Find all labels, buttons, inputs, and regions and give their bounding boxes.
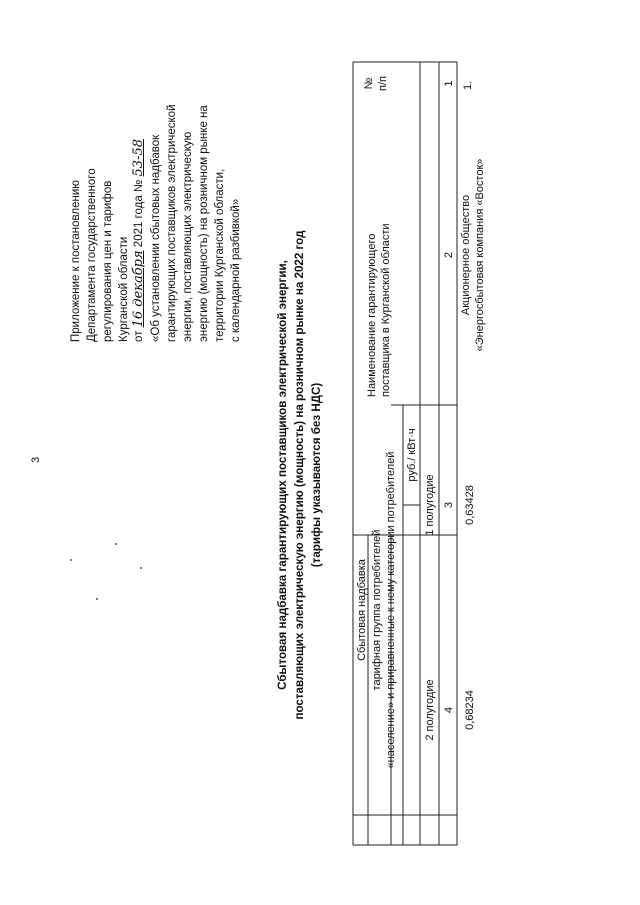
appendix-line: с календарной разбивкой»: [230, 198, 242, 342]
appendix-line: Департамента государственного: [86, 168, 98, 342]
appendix-line: территории Курганской области,: [214, 168, 226, 342]
header-unit: руб./ кВт·ч: [406, 428, 418, 482]
header-second-half: 2 полугодие: [424, 679, 436, 741]
appendix-line: энергии, поставляющих электрическую: [182, 131, 194, 342]
value-first-half: 0,63428: [464, 485, 476, 525]
header-number-col: № п/п: [363, 76, 389, 91]
appendix-line: регулирования цен и тарифов: [102, 180, 114, 342]
column-index: 4: [443, 706, 455, 714]
column-index: 1: [443, 80, 455, 87]
header-first-half: 1 полугодие: [424, 474, 436, 536]
appendix-line: энергию (мощность) на розничном рынке на: [198, 105, 210, 342]
page-number: 3: [30, 456, 42, 463]
appendix-line: Курганской области: [118, 236, 130, 342]
header-markup: Сбытовая надбавка: [356, 559, 368, 661]
title-line: Сбытовая надбавка гарантирующих поставщиков электрической энергии,: [276, 260, 289, 690]
supplier-name: Акционерное общество «Энергосбытовая компания «Восток»: [460, 158, 486, 352]
handwritten-date: 16 декабря: [131, 250, 146, 328]
appendix-line: гарантирующих поставщиков электрической: [166, 104, 178, 342]
title-line: поставляющих электрическую энергию (мощность) на розничном рынке на 2022 год: [293, 230, 306, 720]
title-line: (тарифы указываются без НДС): [310, 382, 323, 568]
header-supplier-col: Наименование гарантирующего поставщика в Курганской области: [366, 223, 392, 397]
date-suffix: 2021 года №: [133, 179, 145, 248]
row-number: 1.: [462, 80, 474, 90]
appendix-line: «Об установлении сбытовых надбавок: [150, 134, 162, 342]
appendix-line: Приложение к постановлению: [70, 180, 82, 342]
header-tariff-group: тарифная группа потребителей «население» и приравненные к нему категории потребителей: [371, 451, 397, 769]
value-second-half: 0,68234: [464, 690, 476, 730]
handwritten-number: 53-58: [131, 138, 146, 177]
column-index: 3: [443, 501, 455, 509]
date-prefix: от: [133, 330, 145, 342]
column-index: 2: [443, 251, 455, 259]
